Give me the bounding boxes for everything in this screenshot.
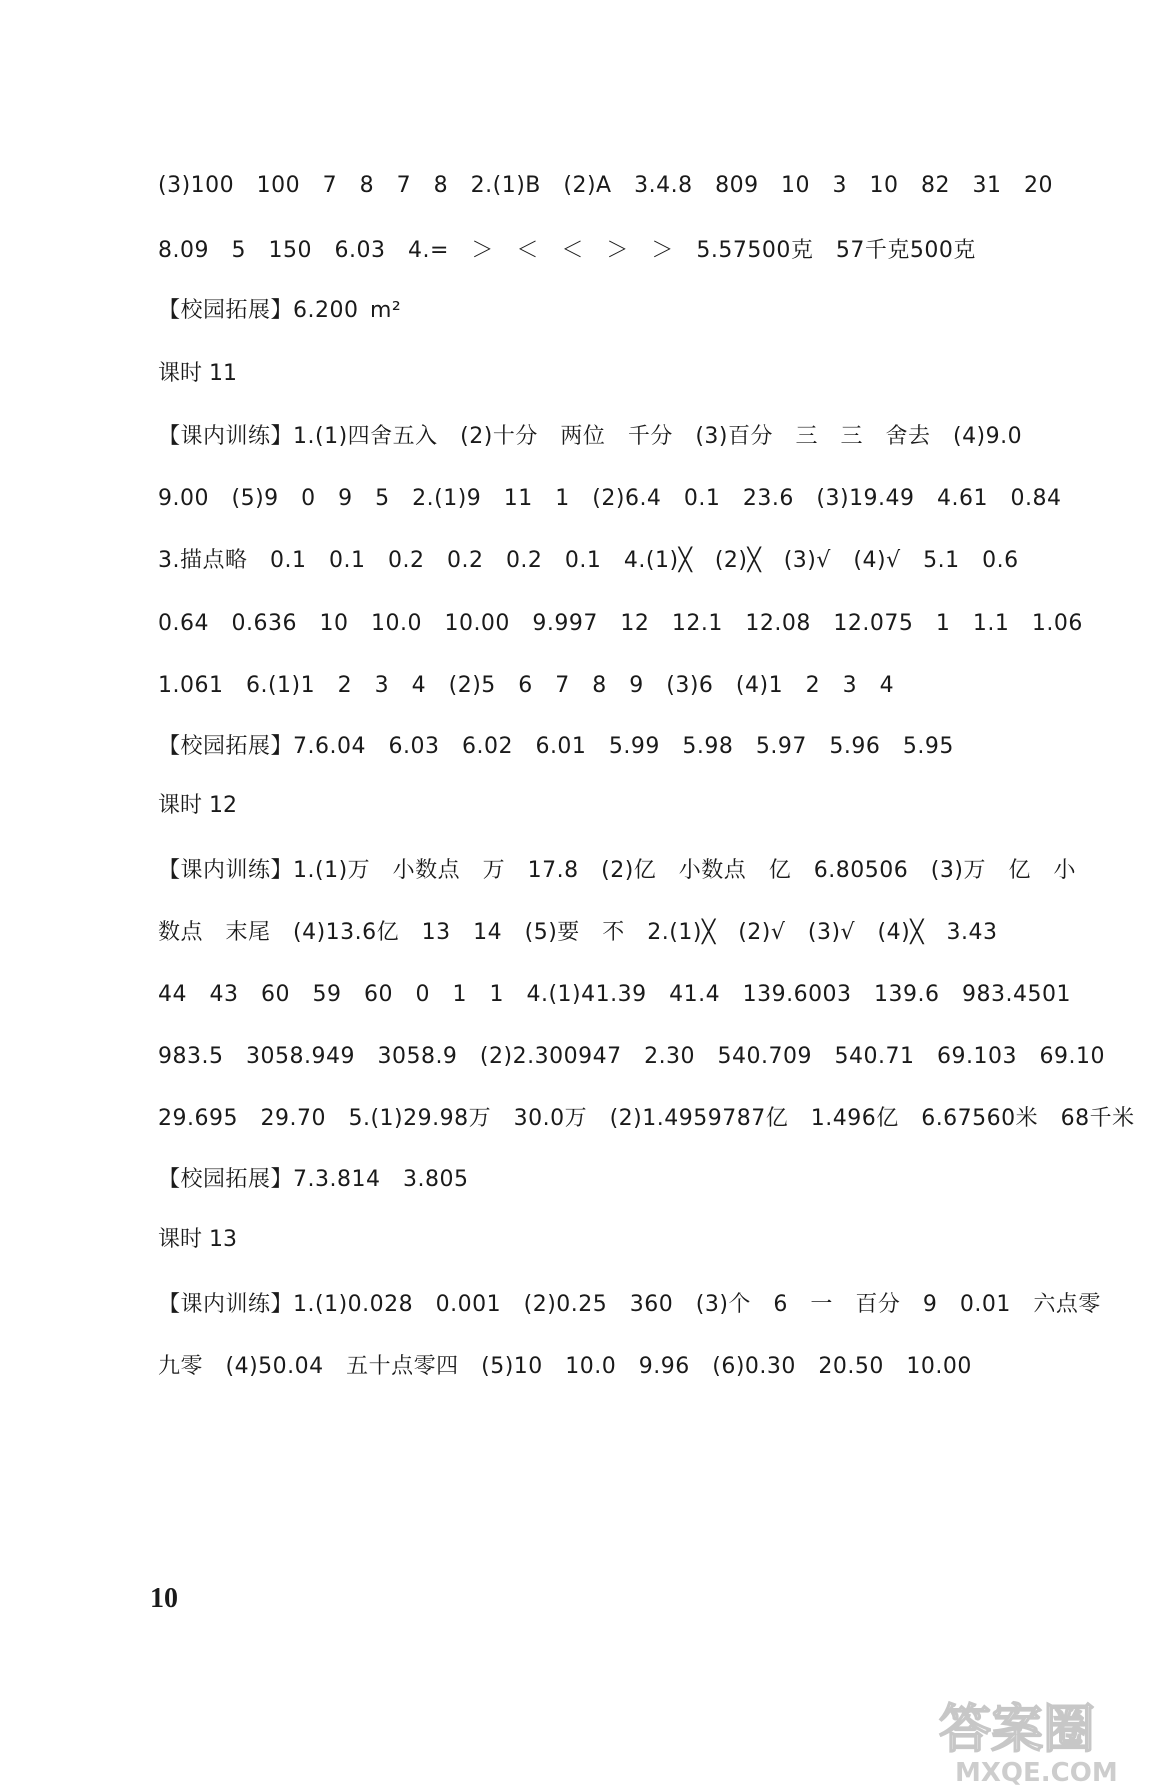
lesson-heading-12: 课时 12 bbox=[158, 793, 237, 818]
watermark-logo-text: 答案圈 bbox=[939, 1700, 1096, 1760]
answer-line-20: 九零 (4)50.04 五十点零四 (5)10 10.0 9.96 (6)0.30 20.50 10.00 bbox=[158, 1354, 972, 1379]
lesson-heading-11: 课时 11 bbox=[158, 361, 237, 386]
answer-line-16: 29.695 29.70 5.(1)29.98万 30.0万 (2)1.4959787亿 1.496亿 6.67560米 68千米 bbox=[158, 1106, 1135, 1131]
watermark-url: MXQE.COM bbox=[955, 1758, 1118, 1787]
answer-line-1: (3)100 100 7 8 7 8 2.(1)B (2)A 3.4.8 809 10 3 10 82 31 20 bbox=[158, 173, 1054, 198]
watermark-logo-icon bbox=[935, 1695, 1135, 1787]
answer-line-12: 【课内训练】1.(1)万 小数点 万 17.8 (2)亿 小数点 亿 6.80506 (3)万 亿 小 bbox=[158, 858, 1076, 883]
answer-line-6: 9.00 (5)9 0 9 5 2.(1)9 11 1 (2)6.4 0.1 23.6 (3)19.49 4.61 0.84 bbox=[158, 486, 1062, 511]
section-extension-11: 【校园拓展】7.6.04 6.03 6.02 6.01 5.99 5.98 5.97 5.96 5.95 bbox=[158, 734, 954, 759]
section-extension-10: 【校园拓展】6.200 m² bbox=[158, 298, 402, 323]
page-number: 10 bbox=[150, 1583, 178, 1614]
answer-line-14: 44 43 60 59 60 0 1 1 4.(1)41.39 41.4 139.6003 139.6 983.4501 bbox=[158, 982, 1072, 1007]
watermark-logo bbox=[935, 1695, 1135, 1787]
answer-line-19: 【课内训练】1.(1)0.028 0.001 (2)0.25 360 (3)个 6 一 百分 9 0.01 六点零 bbox=[158, 1292, 1101, 1317]
answer-line-5: 【课内训练】1.(1)四舍五入 (2)十分 两位 千分 (3)百分 三 三 舍去 (4)9.0 bbox=[158, 424, 1023, 449]
lesson-heading-13: 课时 13 bbox=[158, 1227, 237, 1252]
answer-line-9: 1.061 6.(1)1 2 3 4 (2)5 6 7 8 9 (3)6 (4)1 2 3 4 bbox=[158, 673, 895, 698]
section-extension-12: 【校园拓展】7.3.814 3.805 bbox=[158, 1167, 469, 1192]
answer-line-15: 983.5 3058.949 3058.9 (2)2.300947 2.30 540.709 540.71 69.103 69.10 bbox=[158, 1044, 1105, 1069]
answer-line-13: 数点 末尾 (4)13.6亿 13 14 (5)要 不 2.(1)╳ (2)√ (3)√ (4)╳ 3.43 bbox=[158, 920, 998, 945]
answer-line-8: 0.64 0.636 10 10.0 10.00 9.997 12 12.1 12.08 12.075 1 1.1 1.06 bbox=[158, 611, 1083, 636]
answer-line-2: 8.09 5 150 6.03 4.= ＞ ＜ ＜ ＞ ＞ 5.57500克 57千克500克 bbox=[158, 238, 976, 263]
answer-line-7: 3.描点略 0.1 0.1 0.2 0.2 0.2 0.1 4.(1)╳ (2)╳ (3)√ (4)√ 5.1 0.6 bbox=[158, 548, 1019, 573]
